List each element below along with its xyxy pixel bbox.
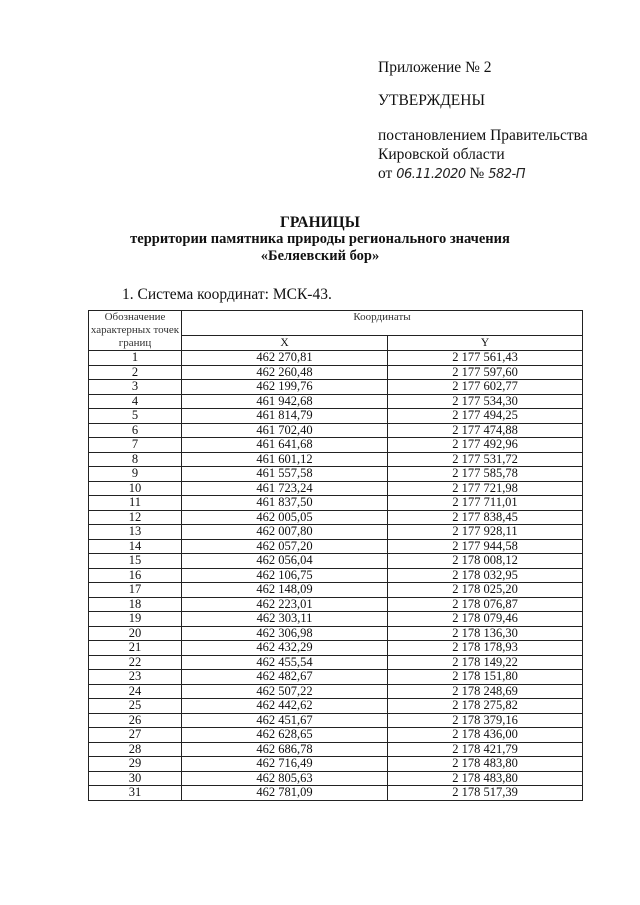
x-coordinate-cell: 462 716,49 — [182, 757, 388, 772]
table-row — [89, 481, 583, 496]
x-coordinate-cell: 461 837,50 — [182, 496, 388, 511]
x-coordinate-cell: 462 106,75 — [182, 568, 388, 583]
point-number-cell: 8 — [89, 452, 182, 467]
coordinates-table — [88, 310, 583, 801]
point-number-cell: 27 — [89, 728, 182, 743]
x-coordinate-cell: 462 432,29 — [182, 641, 388, 656]
table-row — [89, 612, 583, 627]
x-coordinate-cell: 462 057,20 — [182, 539, 388, 554]
y-coordinate-cell: 2 177 492,96 — [388, 438, 583, 453]
point-number-cell: 11 — [89, 496, 182, 511]
table-row — [89, 568, 583, 583]
point-number-cell: 31 — [89, 786, 182, 801]
table-row — [89, 771, 583, 786]
point-number-cell: 1 — [89, 351, 182, 366]
table-row — [89, 409, 583, 424]
y-coordinate-cell: 2 178 032,95 — [388, 568, 583, 583]
y-coordinate-cell: 2 178 178,93 — [388, 641, 583, 656]
y-coordinate-cell: 2 178 076,87 — [388, 597, 583, 612]
x-coordinate-cell: 462 148,09 — [182, 583, 388, 598]
table-row — [89, 641, 583, 656]
x-coordinate-cell: 461 814,79 — [182, 409, 388, 424]
x-coordinate-cell: 461 723,24 — [182, 481, 388, 496]
x-coordinate-cell: 462 781,09 — [182, 786, 388, 801]
table-row — [89, 351, 583, 366]
decree-line-1: постановлением Правительства — [378, 127, 588, 144]
monument-name: «Беляевский бор» — [260, 248, 380, 264]
x-coordinate-cell: 461 641,68 — [182, 438, 388, 453]
y-coordinate-cell: 2 177 838,45 — [388, 510, 583, 525]
point-number-cell: 24 — [89, 684, 182, 699]
point-number-cell: 28 — [89, 742, 182, 757]
y-coordinate-cell: 2 178 379,16 — [388, 713, 583, 728]
y-coordinate-cell: 2 178 136,30 — [388, 626, 583, 641]
point-number-cell: 19 — [89, 612, 182, 627]
table-row — [89, 539, 583, 554]
y-coordinate-cell: 2 178 421,79 — [388, 742, 583, 757]
x-coordinate-cell: 461 601,12 — [182, 452, 388, 467]
y-coordinate-cell: 2 177 602,77 — [388, 380, 583, 395]
x-coordinate-cell: 462 482,67 — [182, 670, 388, 685]
y-coordinate-cell: 2 177 585,78 — [388, 467, 583, 482]
point-number-cell: 18 — [89, 597, 182, 612]
y-coordinate-cell: 2 178 275,82 — [388, 699, 583, 714]
table-row — [89, 525, 583, 540]
point-number-cell: 17 — [89, 583, 182, 598]
table-row — [89, 365, 583, 380]
table-row — [89, 728, 583, 743]
point-number-cell: 21 — [89, 641, 182, 656]
point-number-cell: 9 — [89, 467, 182, 482]
table-row — [89, 757, 583, 772]
table-row — [89, 583, 583, 598]
coordinate-system-label: 1. Система координат: МСК-43. — [122, 286, 332, 303]
point-number-cell: 23 — [89, 670, 182, 685]
x-coordinate-cell: 462 056,04 — [182, 554, 388, 569]
x-coordinate-cell: 462 805,63 — [182, 771, 388, 786]
x-coordinate-cell: 462 451,67 — [182, 713, 388, 728]
y-coordinate-cell: 2 178 025,20 — [388, 583, 583, 598]
x-coordinate-cell: 461 942,68 — [182, 394, 388, 409]
y-coordinate-cell: 2 177 711,01 — [388, 496, 583, 511]
y-coordinate-cell: 2 177 597,60 — [388, 365, 583, 380]
x-coordinate-cell: 462 270,81 — [182, 351, 388, 366]
table-row — [89, 597, 583, 612]
x-coordinate-cell: 462 306,98 — [182, 626, 388, 641]
x-coordinate-cell: 462 005,05 — [182, 510, 388, 525]
y-coordinate-cell: 2 178 248,69 — [388, 684, 583, 699]
y-coordinate-cell: 2 177 561,43 — [388, 351, 583, 366]
point-number-cell: 4 — [89, 394, 182, 409]
point-number-cell: 14 — [89, 539, 182, 554]
x-coordinate-cell: 462 007,80 — [182, 525, 388, 540]
table-row — [89, 510, 583, 525]
y-coordinate-cell: 2 177 944,58 — [388, 539, 583, 554]
header-y: Y — [388, 336, 583, 351]
point-number-cell: 30 — [89, 771, 182, 786]
table-row — [89, 670, 583, 685]
x-coordinate-cell: 462 686,78 — [182, 742, 388, 757]
handwritten-date: 06.11.2020 — [396, 167, 466, 182]
y-coordinate-cell: 2 177 534,30 — [388, 394, 583, 409]
y-coordinate-cell: 2 178 436,00 — [388, 728, 583, 743]
y-coordinate-cell: 2 178 483,80 — [388, 757, 583, 772]
x-coordinate-cell: 462 507,22 — [182, 684, 388, 699]
x-coordinate-cell: 461 557,58 — [182, 467, 388, 482]
x-coordinate-cell: 462 442,62 — [182, 699, 388, 714]
x-coordinate-cell: 462 223,01 — [182, 597, 388, 612]
point-number-cell: 22 — [89, 655, 182, 670]
point-number-cell: 26 — [89, 713, 182, 728]
header-point: Обозначение характерных точек границ — [89, 311, 182, 351]
number-sign: № — [469, 165, 485, 182]
point-number-cell: 2 — [89, 365, 182, 380]
point-number-cell: 13 — [89, 525, 182, 540]
document-subtitle: территории памятника природы регионального значения — [130, 231, 510, 247]
y-coordinate-cell: 2 178 517,39 — [388, 786, 583, 801]
x-coordinate-cell: 462 628,65 — [182, 728, 388, 743]
y-coordinate-cell: 2 177 474,88 — [388, 423, 583, 438]
y-coordinate-cell: 2 178 149,22 — [388, 655, 583, 670]
y-coordinate-cell: 2 177 721,98 — [388, 481, 583, 496]
point-number-cell: 7 — [89, 438, 182, 453]
table-row — [89, 438, 583, 453]
table-row — [89, 452, 583, 467]
handwritten-number: 582-П — [488, 167, 525, 182]
approval-block — [378, 58, 628, 184]
point-number-cell: 15 — [89, 554, 182, 569]
y-coordinate-cell: 2 178 483,80 — [388, 771, 583, 786]
point-number-cell: 29 — [89, 757, 182, 772]
table-row — [89, 626, 583, 641]
table-row — [89, 496, 583, 511]
decree-line-2: Кировской области — [378, 146, 505, 163]
y-coordinate-cell: 2 178 151,80 — [388, 670, 583, 685]
appendix-label: Приложение № 2 — [378, 59, 492, 76]
x-coordinate-cell: 462 199,76 — [182, 380, 388, 395]
header-x: X — [182, 336, 388, 351]
x-coordinate-cell: 462 303,11 — [182, 612, 388, 627]
point-number-cell: 3 — [89, 380, 182, 395]
header-coordinates: Координаты — [182, 311, 583, 336]
point-number-cell: 25 — [89, 699, 182, 714]
table-row — [89, 467, 583, 482]
table-row — [89, 713, 583, 728]
table-row — [89, 554, 583, 569]
date-prefix: от — [378, 165, 393, 182]
y-coordinate-cell: 2 178 079,46 — [388, 612, 583, 627]
y-coordinate-cell: 2 177 494,25 — [388, 409, 583, 424]
y-coordinate-cell: 2 177 531,72 — [388, 452, 583, 467]
table-row — [89, 699, 583, 714]
point-number-cell: 6 — [89, 423, 182, 438]
coordinates-table-body — [89, 351, 583, 801]
table-row — [89, 742, 583, 757]
table-row — [89, 394, 583, 409]
point-number-cell: 5 — [89, 409, 182, 424]
x-coordinate-cell: 461 702,40 — [182, 423, 388, 438]
point-number-cell: 20 — [89, 626, 182, 641]
x-coordinate-cell: 462 260,48 — [182, 365, 388, 380]
decree-date-line — [378, 164, 628, 184]
approved-label: УТВЕРЖДЕНЫ — [378, 92, 485, 109]
table-row — [89, 423, 583, 438]
document-title: ГРАНИЦЫ — [280, 214, 360, 231]
table-row — [89, 380, 583, 395]
table-row — [89, 655, 583, 670]
table-row — [89, 684, 583, 699]
y-coordinate-cell: 2 177 928,11 — [388, 525, 583, 540]
point-number-cell: 10 — [89, 481, 182, 496]
point-number-cell: 16 — [89, 568, 182, 583]
table-row — [89, 786, 583, 801]
y-coordinate-cell: 2 178 008,12 — [388, 554, 583, 569]
point-number-cell: 12 — [89, 510, 182, 525]
x-coordinate-cell: 462 455,54 — [182, 655, 388, 670]
